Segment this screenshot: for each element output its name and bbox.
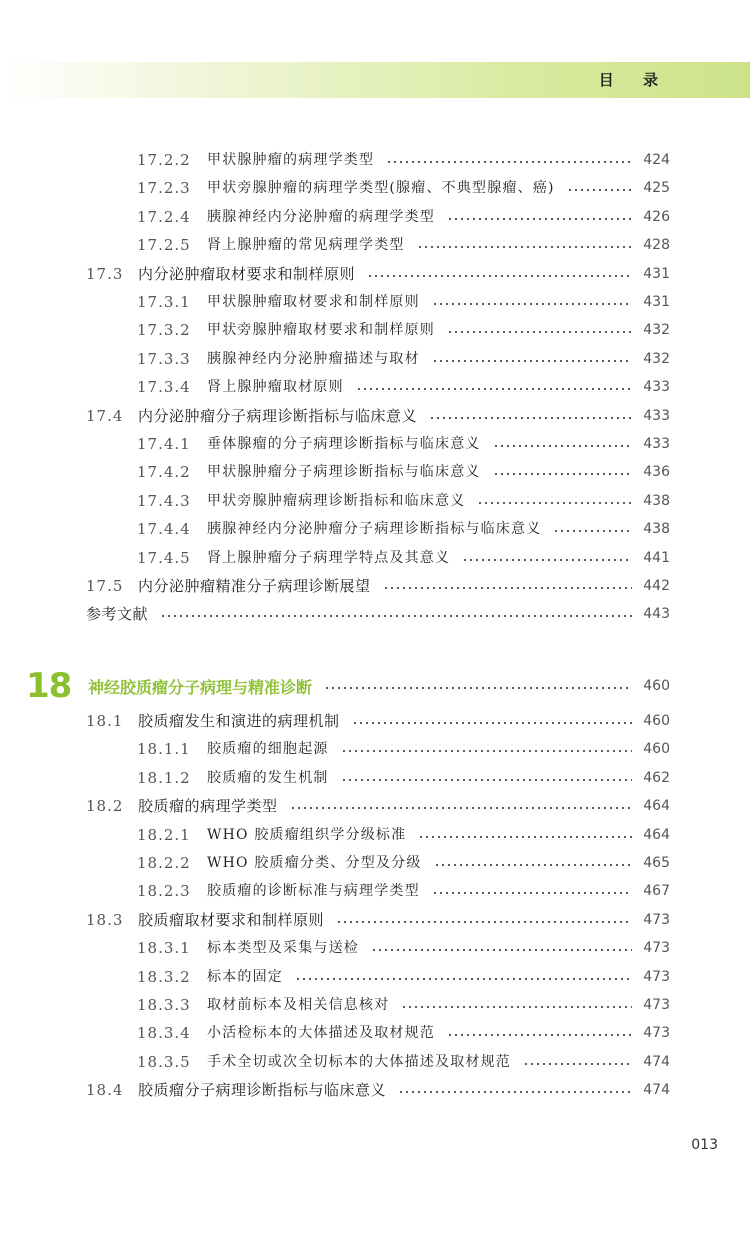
toc-entry-page: 436 — [643, 464, 670, 481]
toc-entry-page: 467 — [643, 883, 670, 900]
toc-entry-number: 18.1.2 — [137, 768, 191, 787]
toc-entry-title: 甲状腺肿瘤分子病理诊断指标与临床意义 — [207, 464, 481, 481]
toc-entry-title: WHO 胶质瘤分类、分型及分级 — [207, 855, 422, 871]
chapter-page: 460 — [643, 678, 670, 694]
toc-entry-page: 473 — [643, 940, 670, 957]
toc-entry-title: 内分泌肿瘤取材要求和制样原则 — [138, 264, 356, 283]
toc-entry-title: 内分泌肿瘤分子病理诊断指标与临床意义 — [138, 406, 418, 425]
toc-entry-title: 内分泌肿瘤精准分子病理诊断展望 — [138, 577, 371, 595]
toc-entry-number: 17.3.2 — [137, 321, 191, 340]
toc-entry[interactable] — [137, 460, 670, 484]
toc-entry-number: 18.3 — [86, 910, 124, 929]
leader-dots — [371, 949, 632, 951]
toc-entry[interactable] — [137, 879, 670, 903]
toc-entry[interactable] — [137, 432, 670, 456]
leader-dots — [447, 331, 632, 333]
leader-dots — [432, 892, 632, 894]
toc-entry-number: 17.3.1 — [137, 293, 191, 311]
toc-entry-page: 428 — [643, 237, 670, 254]
leader-dots — [553, 530, 632, 532]
toc-entry-page: 432 — [643, 322, 670, 339]
toc-entry-number: 17.4.3 — [137, 491, 191, 510]
toc-entry-page: 474 — [643, 1082, 670, 1099]
toc-entry[interactable] — [137, 148, 670, 172]
toc-entry-page: 443 — [643, 606, 670, 623]
toc-entry-number: 17.4.2 — [137, 463, 191, 482]
toc-entry-title: 垂体腺瘤的分子病理诊断指标与临床意义 — [207, 436, 481, 452]
leader-dots — [352, 722, 632, 724]
toc-entry-number: 18.1 — [86, 712, 124, 730]
toc-entry[interactable] — [137, 290, 670, 314]
page-number: 013 — [691, 1137, 718, 1153]
toc-entry-number: 18.4 — [86, 1081, 124, 1100]
toc-entry-page: 462 — [643, 769, 670, 786]
toc-entry-number: 18.3.1 — [137, 939, 191, 958]
toc-entry-title: 甲状旁腺肿瘤取材要求和制样原则 — [207, 322, 435, 339]
leader-dots — [386, 161, 632, 163]
leader-dots — [383, 587, 632, 589]
toc-entry[interactable] — [86, 262, 670, 286]
toc-entry-number: 17.4.5 — [137, 548, 191, 567]
toc-entry[interactable] — [86, 794, 670, 818]
toc-entry-title: 胶质瘤的细胞起源 — [207, 741, 329, 758]
chapter-title: 神经胶质瘤分子病理与精准诊断 — [88, 677, 313, 697]
toc-entry-page: 465 — [643, 855, 670, 871]
header-title: 目 录 — [598, 71, 670, 89]
leader-dots — [295, 978, 632, 980]
toc-entry-page: 473 — [643, 997, 670, 1013]
toc-entry-page: 438 — [643, 521, 670, 538]
leader-dots — [493, 473, 632, 475]
toc-entry-page: 441 — [643, 549, 670, 566]
toc-entry-title: 甲状腺肿瘤的病理学类型 — [207, 152, 375, 168]
toc-entry-number: 18.3.4 — [137, 1024, 191, 1043]
toc-entry-title: 参考文献 — [86, 605, 149, 624]
toc-entry-title: 标本的固定 — [207, 968, 283, 985]
toc-entry-number: 18.2.1 — [137, 825, 191, 844]
chapter-number: 18 — [26, 666, 72, 706]
toc-entry-page: 425 — [643, 180, 670, 197]
leader-dots — [523, 1063, 632, 1065]
toc-entry-number: 17.3.3 — [137, 349, 191, 368]
toc-entry[interactable] — [137, 1021, 670, 1045]
leader-dots — [336, 921, 632, 923]
toc-entry-page: 473 — [643, 1025, 670, 1042]
header-bar — [0, 62, 750, 98]
toc-entry-title: 胰腺神经内分泌肿瘤分子病理诊断指标与临床意义 — [207, 521, 542, 538]
toc-entry-title: 标本类型及采集与送检 — [207, 940, 359, 957]
toc-entry-number: 17.2.4 — [137, 207, 191, 226]
leader-dots — [432, 303, 632, 305]
toc-entry-title: 胶质瘤的诊断标准与病理学类型 — [207, 883, 420, 900]
leader-dots — [417, 246, 632, 248]
toc-entry[interactable] — [137, 176, 670, 200]
toc-entry-title: 甲状旁腺肿瘤的病理学类型(腺瘤、不典型腺瘤、癌) — [207, 180, 555, 197]
toc-entry-title: 肾上腺肿瘤分子病理学特点及其意义 — [207, 549, 451, 566]
toc-entry-number: 18.1.1 — [137, 740, 191, 759]
toc-entry[interactable] — [137, 965, 670, 989]
leader-dots — [401, 1006, 632, 1008]
toc-entry-number: 18.3.3 — [137, 996, 191, 1014]
leader-dots — [447, 1034, 632, 1036]
toc-entry-title: 胶质瘤的发生机制 — [207, 769, 329, 786]
toc-entry-number: 17.3.4 — [137, 378, 191, 397]
toc-entry-title: 取材前标本及相关信息核对 — [207, 997, 390, 1013]
leader-dots — [356, 388, 632, 390]
toc-entry-title: 肾上腺肿瘤取材原则 — [207, 379, 344, 396]
leader-dots — [447, 218, 632, 220]
toc-entry[interactable] — [137, 1050, 670, 1074]
toc-entry[interactable] — [137, 489, 670, 513]
toc-entry-page: 431 — [643, 294, 670, 310]
toc-entry[interactable] — [137, 318, 670, 342]
leader-dots — [567, 189, 632, 191]
toc-entry-page: 426 — [643, 208, 670, 225]
toc-entry-page: 433 — [643, 379, 670, 396]
toc-entry[interactable] — [137, 517, 670, 541]
leader-dots — [160, 615, 632, 617]
toc-entry-title: 甲状腺肿瘤取材要求和制样原则 — [207, 294, 420, 310]
toc-entry-title: 肾上腺肿瘤的常见病理学类型 — [207, 237, 405, 254]
leader-dots — [434, 864, 632, 866]
leader-dots — [432, 360, 632, 362]
toc-entry-page: 432 — [643, 350, 670, 367]
toc-entry-page: 474 — [643, 1053, 670, 1070]
toc-entry[interactable] — [137, 936, 670, 960]
toc-entry[interactable] — [137, 347, 670, 371]
toc-entry-page: 460 — [643, 741, 670, 758]
toc-entry-title: 手术全切或次全切标本的大体描述及取材规范 — [207, 1053, 511, 1070]
toc-entry[interactable] — [86, 574, 670, 598]
toc-entry-number: 17.2.2 — [137, 151, 191, 169]
toc-entry-number: 18.2.2 — [137, 854, 191, 872]
leader-dots — [477, 502, 632, 504]
toc-entry-title: 胶质瘤发生和演进的病理机制 — [138, 712, 340, 730]
toc-entry-number: 17.4 — [86, 406, 124, 425]
toc-entry-title: 胶质瘤的病理学类型 — [138, 797, 278, 816]
toc-entry[interactable] — [137, 233, 670, 257]
toc-entry-page: 473 — [643, 911, 670, 928]
toc-entry-title: 甲状旁腺肿瘤病理诊断指标和临床意义 — [207, 492, 466, 509]
toc-entry-title: 胶质瘤取材要求和制样原则 — [138, 910, 325, 929]
leader-dots — [462, 559, 632, 561]
toc-entry-number: 17.4.4 — [137, 520, 191, 539]
toc-entry-page: 460 — [643, 713, 670, 729]
toc-entry-title: 小活检标本的大体描述及取材规范 — [207, 1025, 435, 1042]
toc-entry-number: 18.3.2 — [137, 967, 191, 986]
toc-entry[interactable] — [86, 602, 670, 626]
toc-entry[interactable] — [137, 205, 670, 229]
toc-entry-page: 473 — [643, 968, 670, 985]
leader-dots — [367, 275, 632, 277]
toc-entry[interactable] — [137, 546, 670, 570]
toc-entry-number: 17.5 — [86, 577, 124, 595]
leader-dots — [398, 1091, 632, 1093]
toc-entry-page: 442 — [643, 578, 670, 594]
toc-entry[interactable] — [137, 851, 670, 875]
leader-dots — [290, 807, 632, 809]
toc-entry-title: WHO 胶质瘤组织学分级标准 — [207, 826, 407, 843]
toc-entry-title: 胰腺神经内分泌肿瘤的病理学类型 — [207, 208, 435, 225]
toc-entry[interactable] — [137, 766, 670, 790]
leader-dots — [341, 750, 632, 752]
toc-entry[interactable] — [137, 375, 670, 399]
leader-dots — [493, 445, 632, 447]
toc-entry[interactable] — [137, 823, 670, 847]
leader-dots — [429, 417, 632, 419]
leader-dots — [324, 687, 632, 689]
toc-entry-page: 424 — [643, 152, 670, 168]
toc-entry[interactable] — [137, 737, 670, 761]
toc-entry-page: 433 — [643, 436, 670, 452]
toc-entry[interactable] — [86, 404, 670, 428]
toc-entry-page: 464 — [643, 798, 670, 815]
toc-entry[interactable] — [86, 709, 670, 733]
toc-entry-number: 18.3.5 — [137, 1052, 191, 1071]
toc-entry-title: 胶质瘤分子病理诊断指标与临床意义 — [138, 1081, 387, 1100]
toc-entry-page: 438 — [643, 492, 670, 509]
toc-entry-title: 胰腺神经内分泌肿瘤描述与取材 — [207, 350, 420, 367]
leader-dots — [341, 779, 632, 781]
toc-entry-number: 18.2.3 — [137, 882, 191, 901]
toc-entry-page: 431 — [643, 265, 670, 282]
toc-entry-page: 464 — [643, 826, 670, 843]
leader-dots — [418, 836, 632, 838]
toc-entry-number: 17.4.1 — [137, 435, 191, 453]
toc-entry-number: 18.2 — [86, 797, 124, 816]
toc-entry-number: 17.2.5 — [137, 236, 191, 255]
toc-entry[interactable] — [86, 1078, 670, 1102]
toc-entry-page: 433 — [643, 407, 670, 424]
toc-entry-number: 17.2.3 — [137, 179, 191, 198]
chapter-heading[interactable] — [26, 666, 670, 706]
toc-entry[interactable] — [137, 993, 670, 1017]
toc-entry-number: 17.3 — [86, 264, 124, 283]
toc-entry[interactable] — [86, 908, 670, 932]
